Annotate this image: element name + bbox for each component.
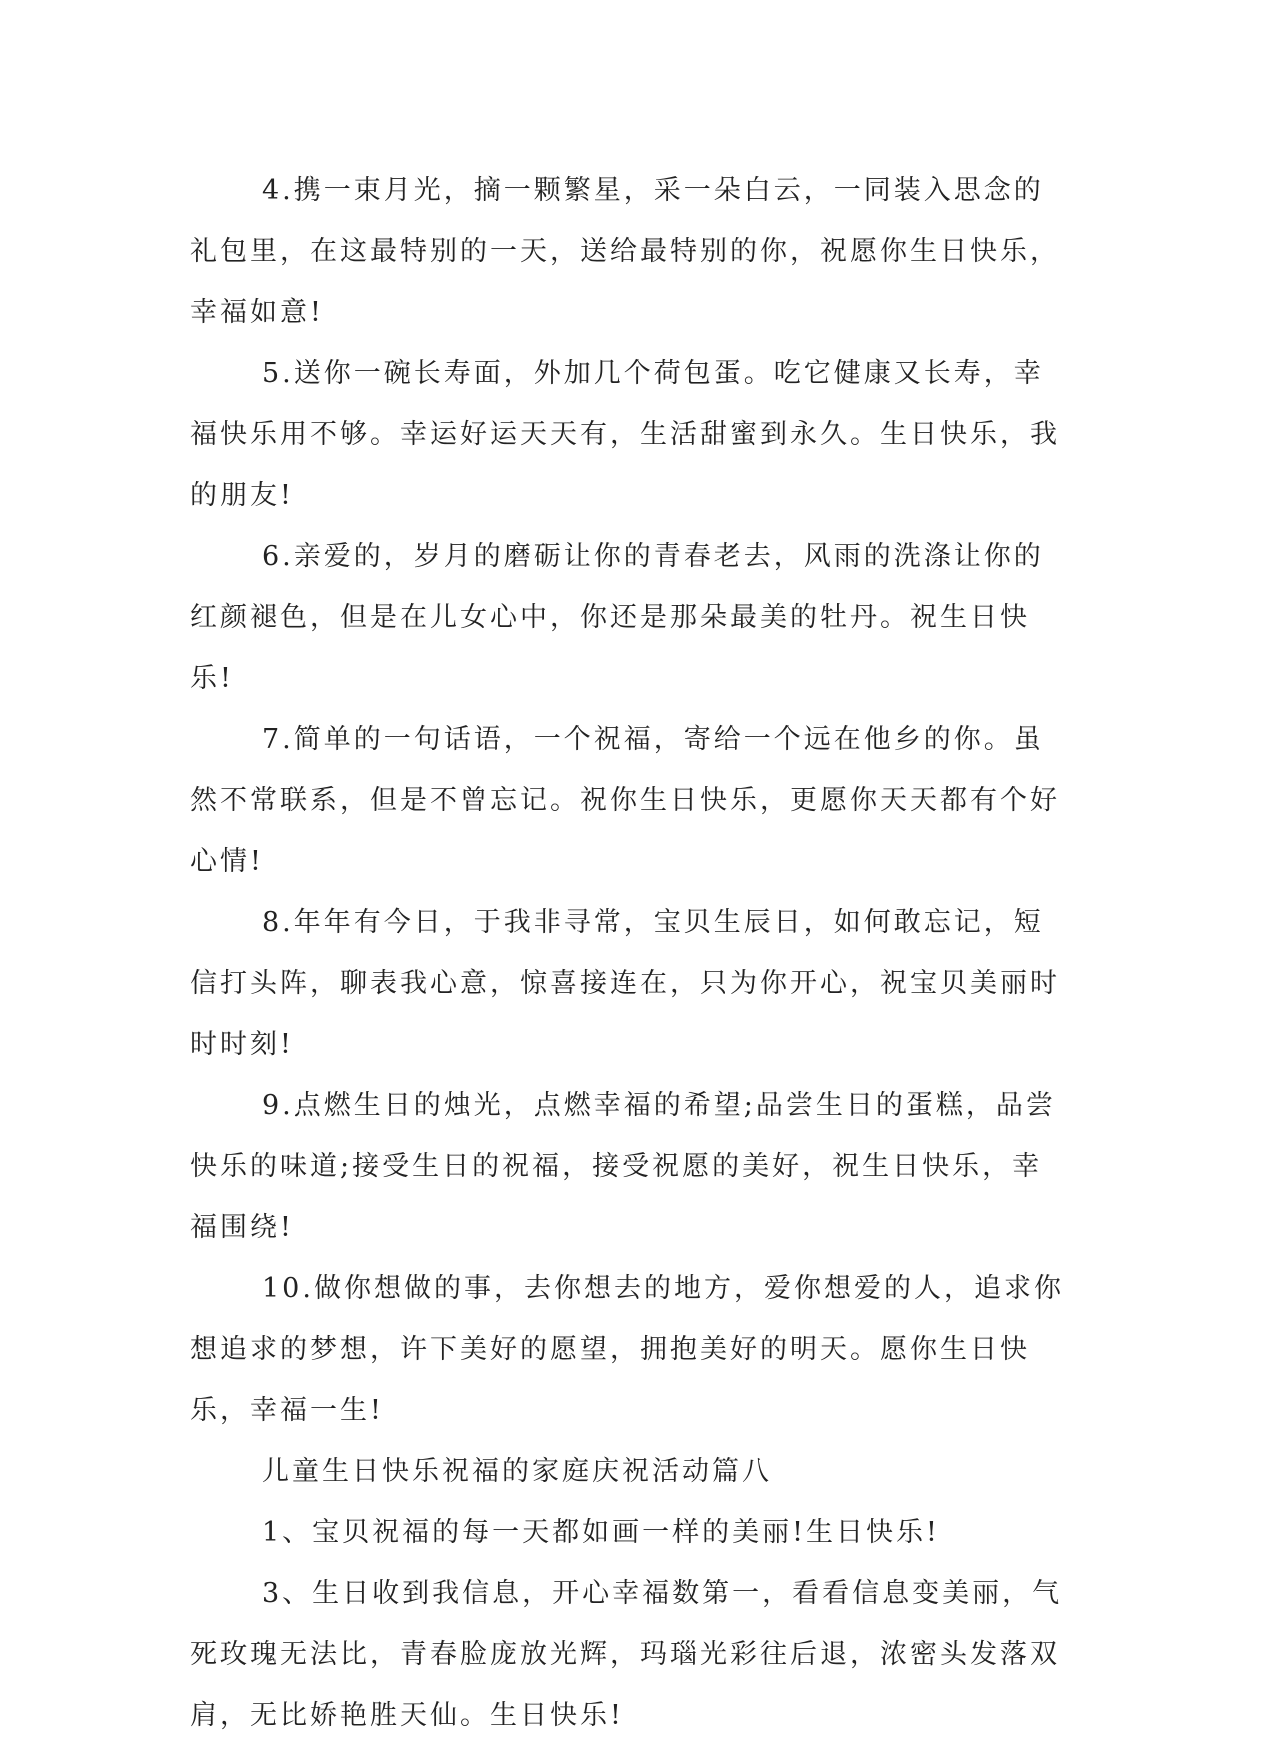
- section-heading: 儿童生日快乐祝福的家庭庆祝活动篇八: [262, 1456, 772, 1487]
- paragraph-wish-9: 9.点燃生日的烛光，点燃幸福的希望;品尝生日的蛋糕，品尝快乐的味道;接受生日的祝福，接受祝愿的美好，祝生日快乐，幸福围绕!: [190, 1090, 1056, 1243]
- paragraph-item-1: 1、宝贝祝福的每一天都如画一样的美丽!生日快乐!: [262, 1517, 940, 1548]
- paragraph-wish-5: 5.送你一碗长寿面，外加几个荷包蛋。吃它健康又长寿，幸福快乐用不够。幸运好运天天有，生活甜蜜到永久。生日快乐，我的朋友!: [190, 358, 1060, 511]
- paragraph-item-3: 3、生日收到我信息，开心幸福数第一，看看信息变美丽，气死玫瑰无法比，青春脸庞放光辉，玛瑙光彩往后退，浓密头发落双肩，无比娇艳胜天仙。生日快乐!: [190, 1578, 1063, 1731]
- paragraph-wish-7: 7.简单的一句话语，一个祝福，寄给一个远在他乡的你。虽然不常联系，但是不曾忘记。祝你生日快乐，更愿你天天都有个好心情!: [190, 724, 1060, 877]
- document-body: [190, 160, 1070, 1746]
- paragraph-wish-6: 6.亲爱的，岁月的磨砺让你的青春老去，风雨的洗涤让你的红颜褪色，但是在儿女心中，你还是那朵最美的牡丹。祝生日快乐!: [190, 541, 1044, 694]
- paragraph-wish-4: 4.携一束月光，摘一颗繁星，采一朵白云，一同装入思念的礼包里，在这最特别的一天，送给最特别的你，祝愿你生日快乐，幸福如意!: [190, 175, 1060, 328]
- paragraph-wish-10: 10.做你想做的事，去你想去的地方，爱你想爱的人，追求你想追求的梦想，许下美好的愿望，拥抱美好的明天。愿你生日快乐，幸福一生!: [190, 1273, 1064, 1426]
- paragraph-wish-8: 8.年年有今日，于我非寻常，宝贝生辰日，如何敢忘记，短信打头阵，聊表我心意，惊喜接连在，只为你开心，祝宝贝美丽时时时刻!: [190, 907, 1060, 1060]
